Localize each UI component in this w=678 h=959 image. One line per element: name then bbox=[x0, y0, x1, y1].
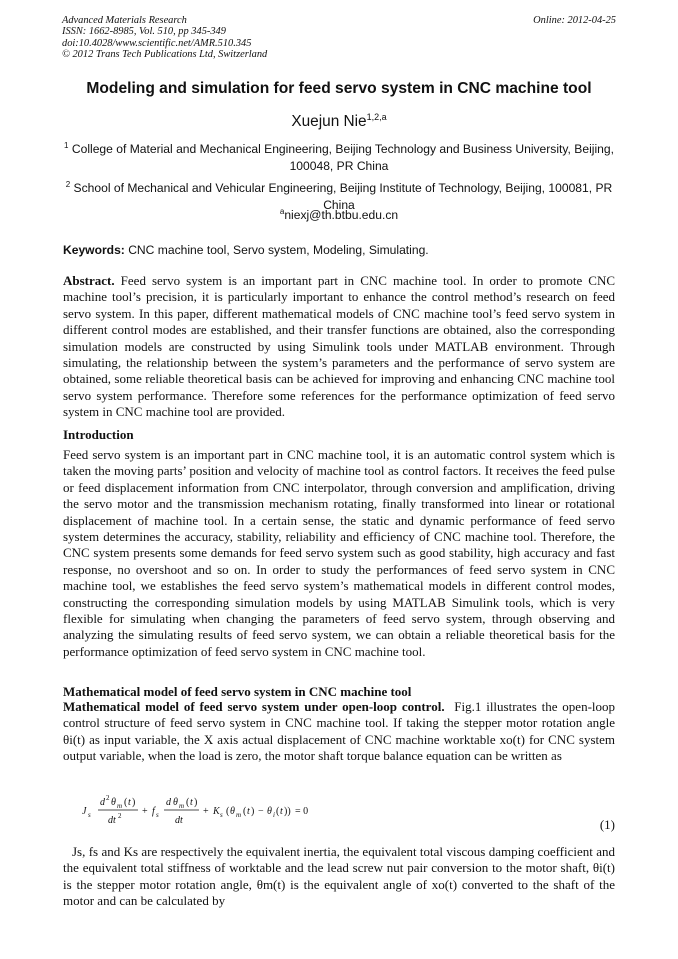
svg-text:θ: θ bbox=[111, 797, 116, 808]
affiliation-text: College of Material and Mechanical Engineering, Beijing Technology and Business University, Beijing, 100048, PR China bbox=[71, 142, 614, 174]
math-text-3: for CNC system output variable, when the load is zero, the motor shaft torque balance equation can be written as bbox=[63, 731, 616, 764]
author-marks: 1,2,a bbox=[366, 112, 387, 122]
svg-text:): ) bbox=[132, 797, 136, 808]
journal-name: Advanced Materials Research bbox=[62, 15, 187, 26]
affiliation-1 bbox=[60, 137, 618, 175]
email-mark: a bbox=[279, 207, 285, 216]
svg-text:2: 2 bbox=[106, 794, 110, 802]
svg-text:(: ( bbox=[186, 797, 190, 808]
svg-text:2: 2 bbox=[118, 812, 122, 820]
js-symbol: Js bbox=[72, 844, 83, 859]
theta-i-symbol: θi(t) bbox=[592, 860, 615, 876]
math-paragraph bbox=[63, 699, 615, 765]
svg-text:)): )) bbox=[284, 806, 291, 817]
abstract bbox=[63, 273, 615, 421]
svg-text:(: ( bbox=[124, 797, 128, 808]
svg-text:t: t bbox=[247, 806, 250, 817]
author-email bbox=[60, 207, 618, 222]
keywords-label: Keywords: bbox=[63, 243, 125, 257]
intro-heading: Introduction bbox=[63, 427, 134, 442]
affiliation-text: School of Mechanical and Vehicular Engineering, Beijing Institute of Technology, Beijing, 100081, PR China bbox=[73, 181, 613, 213]
svg-text:(: ( bbox=[226, 806, 230, 817]
variables-paragraph bbox=[63, 844, 615, 910]
xo-symbol: xo(t) bbox=[499, 731, 525, 747]
math-text-1: Fig.1 illustrates the open-loop control structure of feed servo system in CNC machine tool. If taking the stepper motor rotation angle bbox=[63, 699, 616, 731]
svg-text:t: t bbox=[190, 797, 193, 808]
text-chunk: are respectively the equivalent inertia, the equivalent total viscous damping coefficient and the equivalent total stiffness of worktable and the lead screw nut pair conversion to the motor shaft, bbox=[63, 844, 615, 876]
svg-text:+: + bbox=[203, 806, 209, 817]
svg-text:θ: θ bbox=[230, 806, 235, 817]
svg-text:J: J bbox=[82, 806, 87, 817]
svg-text:i: i bbox=[273, 811, 275, 819]
svg-text:d: d bbox=[166, 797, 171, 808]
paper-title: Modeling and simulation for feed servo system in CNC machine tool bbox=[86, 80, 592, 97]
svg-text:θ: θ bbox=[267, 806, 272, 817]
svg-text:m: m bbox=[179, 802, 185, 810]
affiliation-mark: 2 bbox=[65, 180, 71, 189]
svg-text:): ) bbox=[194, 797, 198, 808]
svg-text:θ: θ bbox=[173, 797, 178, 808]
email-address[interactable]: niexj@th.btbu.edu.cn bbox=[284, 208, 399, 223]
svg-text:−: − bbox=[258, 806, 264, 817]
intro-paragraph: Feed servo system is an important part in CNC machine tool, it is an automatic control system which is taken the moving parts’ position and velocity of machine tool as control factors. It receives the feed pulse or feed displacement information from CNC interpolator, through conversion and amplification, driving the servo motor and the transmission mechanism rotating, finally transformed into linear or rotational displacement of machine tool. In a certain sense, the static and dynamic performance of feed servo system determines the accuracy, stability, reliability and efficiency of CNC machine tool. Therefore, the CNC system presents some demands for feed servo system such as good stability, high accuracy and fast response, no overshoot and so on. In order to study the performances of feed servo system in CNC machine tool, we establishes the feed servo system’s mathematical models in different control modes, constructing the corresponding simulation models by using MATLAB Simulink tools, which is very flexible for simulating when changing the parameters of feed servo system, through observing and analyzing the simulating results of feed servo system, we can obtain a reliable theoretical basis for the performance optimization of feed servo system in CNC machine tool. bbox=[63, 447, 615, 659]
svg-text:(: ( bbox=[276, 806, 280, 817]
svg-text:t: t bbox=[280, 806, 283, 817]
abstract-label: Abstract. bbox=[63, 273, 115, 288]
text-chunk: , bbox=[82, 844, 89, 859]
svg-text:(: ( bbox=[243, 806, 247, 817]
math-heading: Mathematical model of feed servo system in CNC machine tool bbox=[63, 684, 412, 699]
journal-doi: doi:10.4028/www.scientific.net/AMR.510.345 bbox=[62, 37, 252, 49]
keywords bbox=[63, 243, 623, 257]
ks-symbol: Ks bbox=[123, 844, 139, 859]
keywords-text: CNC machine tool, Servo system, Modeling, Simulating. bbox=[128, 243, 429, 257]
svg-text:s: s bbox=[88, 811, 91, 819]
svg-text:= 0: = 0 bbox=[295, 806, 309, 817]
journal-copyright: © 2012 Trans Tech Publications Ltd, Switzerland bbox=[62, 49, 268, 61]
theta-i-symbol: θi(t) bbox=[63, 731, 86, 747]
online-date: Online: 2012-04-25 bbox=[533, 15, 616, 26]
svg-text:K: K bbox=[213, 806, 220, 817]
text-chunk: converted to the shaft of the motor and can be calculated by bbox=[63, 876, 615, 909]
text-chunk: is the stepper motor rotation angle, bbox=[63, 876, 257, 892]
xo-symbol: xo(t) bbox=[431, 876, 458, 892]
svg-text:): ) bbox=[251, 806, 255, 817]
math-subheading: Mathematical model of feed servo system under open-loop control. bbox=[63, 699, 445, 714]
text-chunk: and bbox=[98, 844, 124, 859]
svg-text:dt: dt bbox=[108, 815, 116, 826]
svg-text:s: s bbox=[156, 811, 159, 819]
abstract-text: Feed servo system is an important part in CNC machine tool. In order to promote CNC machine tool’s precision, it is particularly important to enhance the control method’s research on feed servo system. In this paper, different mathematical models of CNC machine tool’s feed servo system in different control modes are established, and their transfer functions are obtained, also the corresponding simulation models are constructed by using Simulink tools under MATLAB environment. Through simulating, the relationship between the system’s parameters and the performance of servo system are obtained, some reliable theoretical basis can be achieved for improving and enhancing CNC machine tool servo system performance. Therefore some references for the performance optimization of feed servo system in CNC machine tool are provided. bbox=[63, 273, 616, 420]
svg-text:s: s bbox=[220, 811, 223, 819]
text-chunk: is the equivalent angle of bbox=[285, 876, 432, 892]
svg-text:m: m bbox=[236, 811, 242, 819]
torque-balance-equation bbox=[80, 790, 380, 830]
svg-text:d: d bbox=[100, 797, 105, 808]
math-text-2: as input variable, the X axis actual displacement of CNC machine worktable bbox=[89, 731, 496, 747]
author bbox=[40, 112, 638, 131]
journal-header bbox=[62, 15, 618, 61]
svg-text:t: t bbox=[128, 797, 131, 808]
affiliation-mark: 1 bbox=[64, 141, 69, 150]
equation-number: (1) bbox=[599, 817, 615, 832]
svg-text:f: f bbox=[152, 806, 155, 817]
journal-issn: ISSN: 1662-8985, Vol. 510, pp 345-349 bbox=[62, 26, 226, 38]
svg-text:m: m bbox=[117, 802, 123, 810]
theta-m-symbol: θm(t) bbox=[256, 876, 286, 892]
svg-text:+: + bbox=[142, 806, 148, 817]
author-name: Xuejun Nie bbox=[291, 113, 367, 131]
svg-text:dt: dt bbox=[175, 815, 183, 826]
fs-symbol: fs bbox=[88, 844, 99, 859]
